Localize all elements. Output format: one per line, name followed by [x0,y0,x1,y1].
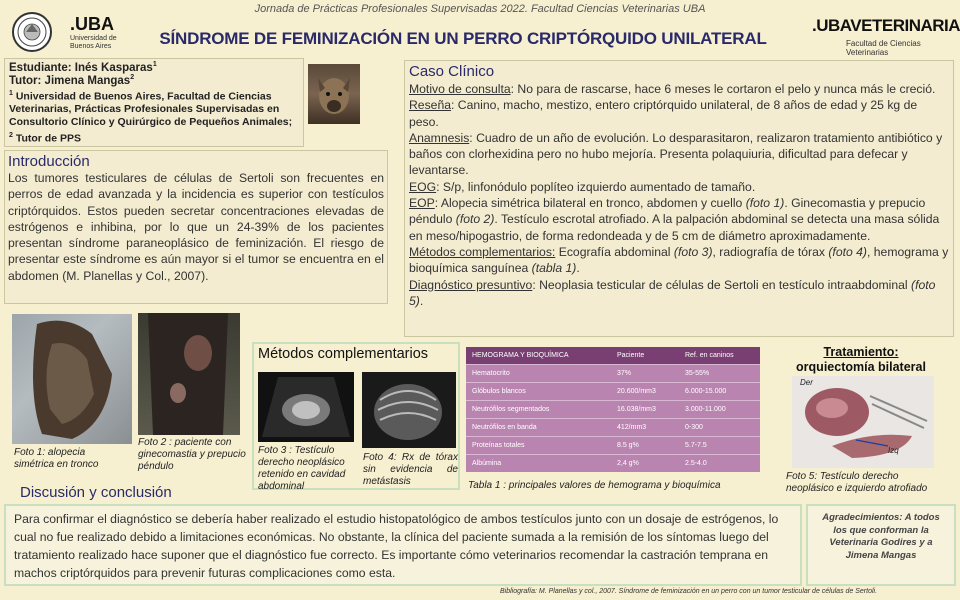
table-cell: 16.038/mm3 [611,401,679,419]
case-eop-ref-foto2: (foto 2) [455,212,495,227]
authors-box [4,58,304,147]
case-anamnesis [409,130,949,179]
foto2-ginecomastia-photo [138,313,240,435]
table-caption: Tabla 1 : principales valores de hemograma y bioquímica [468,480,721,491]
case-eop-text-c: . Testículo escrotal atrofiado. A la palpación abdominal se detecta una masa sólida en meso/hipogastrio, de forma redondeada y de 5 cm de diámetro aproximadamente. [409,212,940,243]
discussion-box [4,504,802,586]
case-metodos-text-c: , hemograma y bioquímica sanguínea [409,244,949,276]
lab-header-analyte: HEMOGRAMA Y BIOQUÍMICA [466,347,611,365]
lab-table-header-row [466,347,760,365]
uba-logo-left-main: .UBA [70,14,114,34]
table-cell: 8.5 g% [611,437,679,455]
case-diagnostico-text-b: . [419,293,424,308]
case-anamnesis-text: : Cuadro de un año de evolución. Lo desparasitaron, realizaron tratamiento antibiótico y baños con clorhexidina pero no hubo mejoría. Presenta polaquiuria, dificultad para defecar y levantarse. [409,130,943,178]
table-cell: 412/mm3 [611,419,679,437]
case-eop-text-b: . Ginecomastia y prepucio péndulo [409,196,926,227]
case-motivo [409,81,949,97]
table-row [466,401,760,419]
case-metodos-text-a: Ecografía abdominal [555,244,674,259]
foto4-radiografia-photo [362,372,456,448]
student-line [9,61,299,74]
table-cell: Albúmina [466,455,611,473]
case-resena-text: : Canino, macho, mestizo, entero criptórquido unilateral, de 8 años de edad y 25 kg de peso. [409,98,918,129]
table-row [466,383,760,401]
table-cell: 0-300 [679,419,760,437]
affiliation-2 [9,129,299,146]
introduction-title: Introducción [8,153,90,170]
case-eop [409,195,949,244]
foto1-caption: Foto 1: alopecia simétrica en tronco [14,447,99,470]
table-cell: Neutrófilos segmentados [466,401,611,419]
foto1-alopecia-photo [12,314,132,444]
table-row [466,455,760,473]
table-cell: 2,4 g% [611,455,679,473]
affiliation-1 [9,87,299,130]
lab-results-table-wrap [466,347,760,472]
case-metodos-ref-tabla1: (tabla 1) [531,261,577,276]
table-row [466,437,760,455]
uba-veterinaria-logo-sub: Facultad de Ciencias Veterinarias [846,39,921,57]
tutor-line [9,74,299,87]
uba-logo-left-sub2: Buenos Aires [70,43,112,50]
case-diagnostico-label: Diagnóstico presuntivo [409,277,533,292]
foto5-label-der: Der [800,378,813,387]
discussion-title: Discusión y conclusión [20,484,172,501]
lab-header-patient: Paciente [611,347,679,365]
table-cell: 3.000-11.000 [679,401,760,419]
case-eog-label: EOG [409,179,437,194]
table-cell: 6.000-15.000 [679,383,760,401]
foto5-label-izq: Izq [888,446,899,455]
case-metodos-text-b: , radiografía de tórax [712,244,829,259]
foto4-caption: Foto 4: Rx de tórax sin evidencia de metástasis [363,452,458,487]
table-cell: 2.5-4.0 [679,455,760,473]
table-cell: 5.7-7.5 [679,437,760,455]
uba-logo-left [70,14,117,51]
case-metodos-ref-foto3: (foto 3) [673,244,713,259]
seal-logo-icon [12,12,52,52]
lab-results-table [466,347,760,472]
table-cell: 37% [611,365,679,383]
table-cell: 20.600/mm3 [611,383,679,401]
introduction-text: Los tumores testiculares de células de Sertoli son frecuentes en perros de edad avanzada y la incidencia es superior con testículos criptórquidos. Estos pueden secretar concentraciones elevadas de estrógenos e inhibina, por lo que un 24-39% de los pacientes presentan síndrome paraneoplásico de feminización. El riesgo de presentar este síndrome es aún mayor si el tumor se encuentra en el abdomen (M. Planellas y Col., 2007). [8,171,384,283]
foto3-ecografia-photo [258,372,354,442]
table-cell: 35-55% [679,365,760,383]
foto2-caption: Foto 2 : paciente con ginecomastia y prepucio péndulo [138,437,246,472]
foto3-caption: Foto 3 : Testículo derecho neoplásico retenido en cavidad abdominal [258,445,346,492]
poster-title: SÍNDROME DE FEMINIZACIÓN EN UN PERRO CRIPTÓRQUIDO UNILATERAL [159,29,767,48]
table-cell: Hematocrito [466,365,611,383]
case-eog-text: : S/p, linfonódulo poplíteo izquierdo aumentado de tamaño. [436,179,756,194]
discussion-text: Para confirmar el diagnóstico se debería haber realizado el estudio histopatológico de ambos testículos junto con un dosaje de estrógenos, lo cual no fue realizado debido a limitaciones económicas. No obstante, la clínica del paciente sumada a la remisión de los síntomas luego del tratamiento realizado hace suponer que el diagnóstico fue correcto. Es importante cómo veterinarios recomendar la castración temprana en machos criptórquidos para prevenir futuras complicaciones como esta. [14,512,779,580]
bibliography: Bibliografía: M. Planellas y col., 2007. Síndrome de feminización en un perro con un tumor testicular de células de Sertoli. [500,588,878,595]
methods-title: Métodos complementarios [258,346,429,362]
table-cell: Neutrófilos en banda [466,419,611,437]
case-diagnostico-text-a: : Neoplasia testicular de células de Sertoli en testículo intraabdominal [532,277,912,292]
table-cell: Proteínas totales [466,437,611,455]
affiliation-2-num: 2 [9,132,13,140]
case-diagnostico-ref-foto5: (foto 5) [409,277,936,308]
case-metodos-ref-foto4: (foto 4) [828,244,867,259]
case-metodos-text-d: . [576,261,580,276]
introduction-box [4,150,388,304]
case-metodos-label: Métodos complementarios: [409,244,556,259]
table-cell: Glóbulos blancos [466,383,611,401]
clinical-case-title: Caso Clínico [409,63,495,80]
case-eog [409,179,949,195]
tutor-name: Tutor: Jimena Mangas [9,74,131,87]
case-eop-ref-foto1: (foto 1) [745,196,785,211]
treatment-title-line1: Tratamiento: [823,345,899,359]
student-sup: 1 [152,61,157,68]
jornada-line: Jornada de Prácticas Profesionales Supervisadas 2022. Facultad Ciencias Veterinarias UBA [254,3,706,15]
table-row [466,419,760,437]
table-row [466,365,760,383]
case-resena-label: Reseña [409,98,452,113]
thanks-box [806,504,956,586]
uba-veterinaria-logo-main: .UBAVETERINARIA [812,16,960,35]
case-resena [409,97,949,130]
tutor-sup: 2 [130,73,135,81]
case-anamnesis-label: Anamnesis [409,130,470,145]
dog-portrait-photo [308,64,360,124]
thanks-text: Agradecimientos: A todos los que conforman la Veterinaria Godires y a Jimena Mangas [822,512,940,561]
foto5-caption: Foto 5: Testículo derecho neoplásico e izquierdo atrofiado [786,471,928,494]
affiliation-1-text: Universidad de Buenos Aires, Facultad de Ciencias Veterinarias, Prácticas Profesionales Supervisadas en Consultorio Clínico y Quirúrgico de Pequeños Animales; [9,90,293,129]
case-diagnostico [409,277,949,310]
case-motivo-text: : No para de rascarse, hace 6 meses le cortaron el pelo y nunca más le creció. [510,82,936,96]
affiliation-2-text: Tutor de PPS [15,132,81,145]
uba-veterinaria-logo [812,16,960,57]
student-name: Estudiante: Inés Kasparas [9,61,153,74]
case-motivo-label: Motivo de consulta [409,82,511,96]
lab-header-reference: Ref. en caninos [679,347,760,365]
treatment-title [786,345,936,375]
case-eop-text-a: : Alopecia simétrica bilateral en tronco, abdomen y cuello [434,196,746,211]
treatment-title-line2: orquiectomía bilateral [796,360,926,374]
case-metodos [409,244,949,277]
clinical-case-box [404,60,954,337]
uba-logo-left-sub1: Universidad de [70,35,117,42]
case-eop-label: EOP [409,196,435,211]
affiliation-1-num: 1 [9,89,13,97]
foto5-testiculos-photo [792,376,934,468]
